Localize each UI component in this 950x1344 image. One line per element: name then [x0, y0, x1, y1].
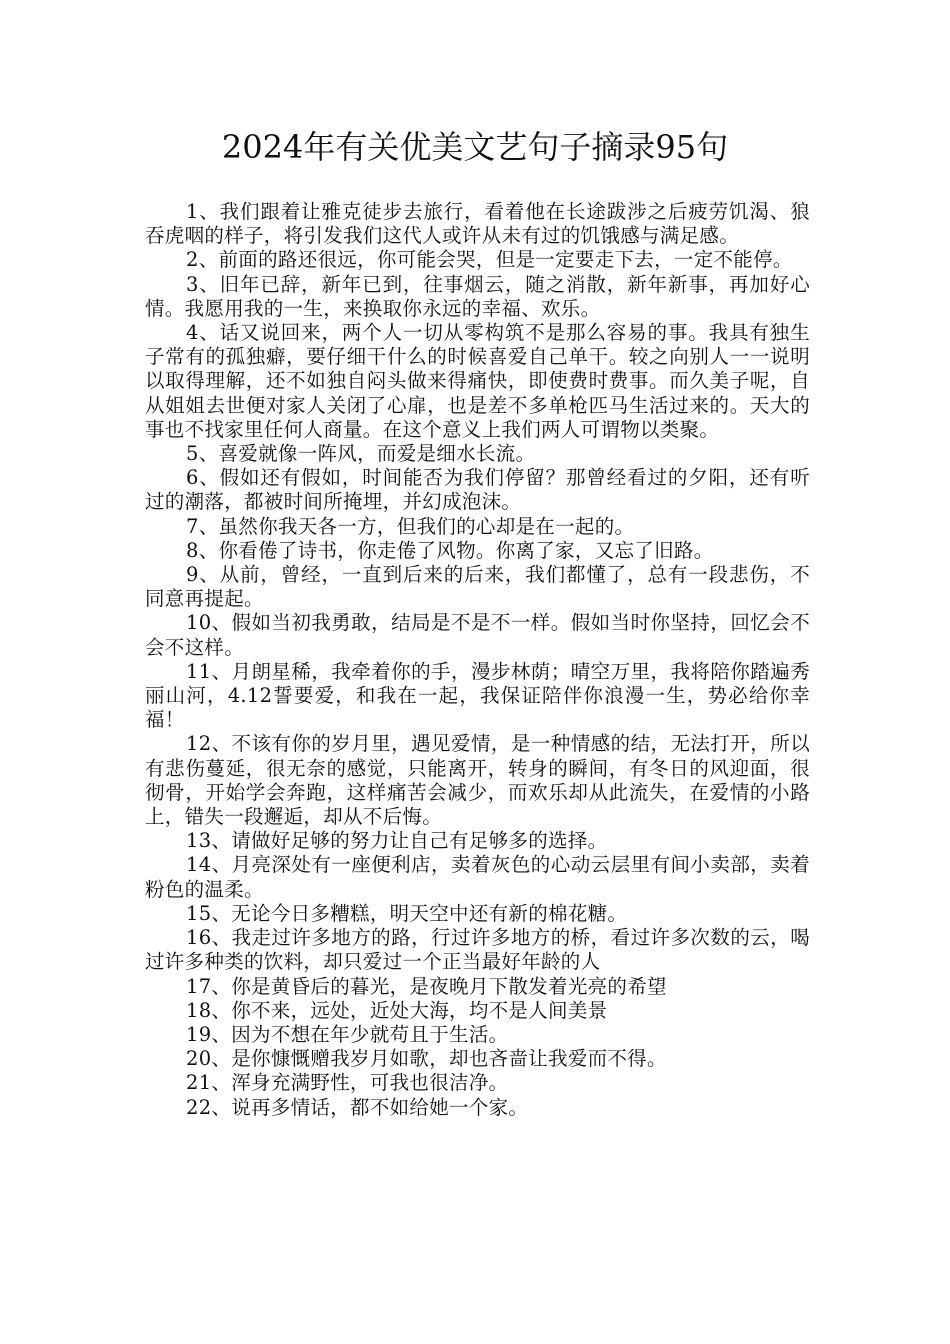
- document-title: 2024年有关优美文艺句子摘录95句: [221, 128, 729, 166]
- paragraph-7: 7、虽然你我天各一方，但我们的心却是在一起的。: [186, 514, 635, 538]
- paragraph-6: 6、假如还有假如，时间能否为我们停留？那曾经看过的夕阳，还有听过的潮落，都被时间所掩埋，并幻成泡沫。: [145, 466, 810, 514]
- paragraph-5: 5、喜爱就像一阵风，而爱是细水长流。: [186, 442, 536, 466]
- paragraph-20: 20、是你慷慨赠我岁月如歌，却也吝啬让我爱而不得。: [186, 1047, 667, 1071]
- paragraph-15: 15、无论今日多糟糕，明天空中还有新的棉花糖。: [186, 901, 628, 925]
- paragraph-11: 11、月朗星稀，我牵着你的手，漫步林荫；晴空万里，我将陪你踏遍秀丽山河，4.12誓要爱，和我在一起，我保证陪伴你浪漫一生，势必给你幸福！: [145, 659, 810, 732]
- document-body: [145, 200, 810, 1120]
- paragraph-21: 21、浑身充满野性，可我也很洁净。: [186, 1071, 509, 1095]
- paragraph-8: 8、你看倦了诗书，你走倦了风物。你离了家，又忘了旧路。: [186, 538, 714, 562]
- paragraph-4: 4、话又说回来，两个人一切从零构筑不是那么容易的事。我具有独生子常有的孤独癖，要仔细干什么的时候喜爱自己单干。较之向别人一一说明以取得理解，还不如独自闷头做来得痛快，即使费时费事。而久美子呢，自从姐姐去世便对家人关闭了心扉，也是差不多单枪匹马生活过来的。天大的事也不找家里任何人商量。在这个意义上我们两人可谓物以类聚。: [145, 321, 810, 441]
- paragraph-16: 16、我走过许多地方的路，行过许多地方的桥，看过许多次数的云，喝过许多种类的饮料，却只爱过一个正当最好年龄的人: [145, 926, 810, 974]
- paragraph-2: 2、前面的路还很远，你可能会哭，但是一定要走下去，一定不能停。: [186, 248, 793, 272]
- paragraph-18: 18、你不来，远处，近处大海，均不是人间美景: [186, 998, 608, 1022]
- paragraph-13: 13、请做好足够的努力让自己有足够多的选择。: [186, 829, 608, 853]
- paragraph-10: 10、假如当初我勇敢，结局是不是不一样。假如当时你坚持，回忆会不会不这样。: [145, 611, 810, 659]
- paragraph-19: 19、因为不想在年少就苟且于生活。: [186, 1022, 509, 1046]
- paragraph-22: 22、说再多情话，都不如给她一个家。: [186, 1095, 529, 1119]
- paragraph-3: 3、旧年已辞，新年已到，往事烟云，随之消散，新年新事，再加好心情。我愿用我的一生，来换取你永远的幸福、欢乐。: [145, 272, 810, 320]
- paragraph-12: 12、不该有你的岁月里，遇见爱情，是一种情感的结，无法打开，所以有悲伤蔓延，很无奈的感觉，只能离开，转身的瞬间，有冬日的风迎面，很彻骨，开始学会奔跑，这样痛苦会减少，而欢乐却从此流失，在爱情的小路上，错失一段邂逅，却从不后悔。: [145, 732, 810, 829]
- paragraph-9: 9、从前，曾经，一直到后来的后来，我们都懂了，总有一段悲伤，不同意再提起。: [145, 563, 810, 611]
- paragraph-14: 14、月亮深处有一座便利店，卖着灰色的心动云层里有间小卖部，卖着粉色的温柔。: [145, 853, 810, 901]
- paragraph-17: 17、你是黄昏后的暮光，是夜晚月下散发着光亮的希望: [186, 974, 667, 998]
- paragraph-1: 1、我们跟着让雅克徒步去旅行，看着他在长途跋涉之后疲劳饥渴、狼吞虎咽的样子，将引发我们这代人或许从未有过的饥饿感与满足感。: [145, 200, 810, 248]
